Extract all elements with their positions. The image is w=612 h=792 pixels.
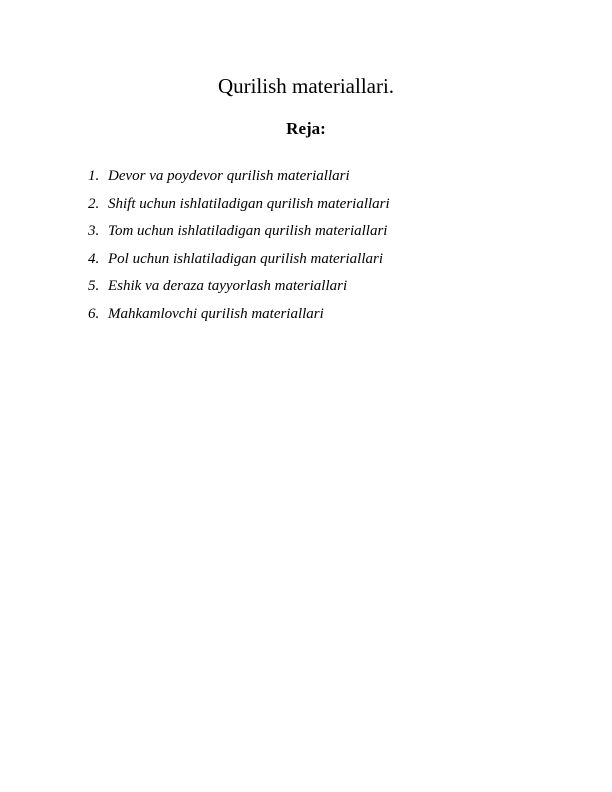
plan-item (88, 303, 390, 331)
plan-item-number: 5. (88, 278, 100, 294)
plan-list (88, 165, 390, 330)
plan-item-text: Devor va poydevor qurilish materiallari (108, 168, 350, 184)
plan-item-number: 3. (88, 223, 100, 239)
plan-item-number: 1. (88, 168, 100, 184)
plan-item-number: 6. (88, 305, 100, 322)
plan-item-text: Tom uchun ishlatiladigan qurilish materiallari (108, 223, 388, 239)
plan-item-number: 2. (88, 195, 100, 212)
plan-item (88, 165, 390, 193)
plan-item-text: Pol uchun ishlatiladigan qurilish materiallari (108, 250, 384, 267)
plan-item-text: Shift uchun ishlatiladigan qurilish materiallari (108, 195, 390, 212)
plan-item (88, 220, 390, 248)
plan-item (88, 275, 390, 303)
plan-item-text: Eshik va deraza tayyorlash materiallari (108, 278, 348, 294)
plan-item (88, 248, 390, 276)
plan-item-number: 4. (88, 250, 100, 267)
plan-heading: Reja: (286, 119, 326, 138)
plan-item-text: Mahkamlovchi qurilish materiallari (108, 305, 324, 322)
page-title: Qurilish materiallari. (217, 74, 395, 98)
plan-item (88, 193, 390, 221)
